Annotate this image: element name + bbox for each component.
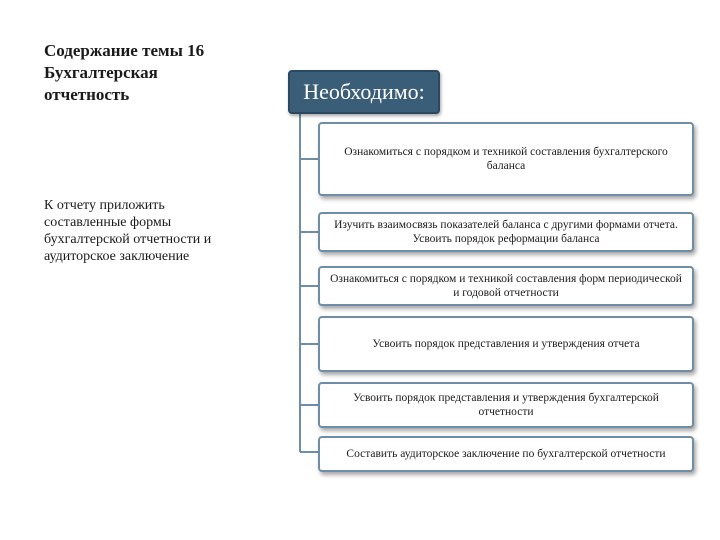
- diagram-header: Необходимо:: [288, 70, 440, 114]
- step-box-6: Составить аудиторское заключение по бухгалтерской отчетности: [318, 436, 694, 472]
- topic-title: Содержание темы 16 Бухгалтерская отчетность: [44, 41, 205, 104]
- step-box-3: Ознакомиться с порядком и техникой составления форм периодической и годовой отчетности: [318, 266, 694, 306]
- step-box-2: Изучить взаимосвязь показателей баланса с другими формами отчета. Усвоить порядок реформации баланса: [318, 212, 694, 252]
- step-box-1: Ознакомиться с порядком и техникой составления бухгалтерского баланса: [318, 122, 694, 196]
- step-box-4: Усвоить порядок представления и утверждения отчета: [318, 316, 694, 372]
- step-box-5: Усвоить порядок представления и утверждения бухгалтерской отчетности: [318, 382, 694, 428]
- attachment-note: К отчету приложить составленные формы бухгалтерской отчетности и аудиторское заключение: [44, 198, 212, 264]
